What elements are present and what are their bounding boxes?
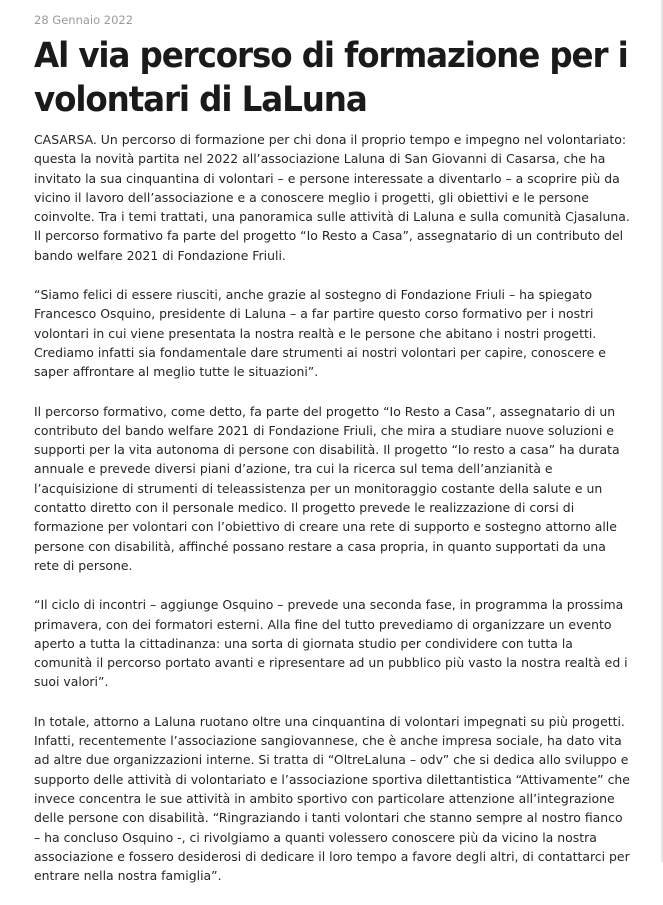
article-paragraph: CASARSA. Un percorso di formazione per chi dona il proprio tempo e impegno nel volontariato: questa la novità partita nel 2022 all’associazione Laluna di San Giovanni di Casarsa, che ha invitato la sua cinquantina di volontari – e persone interessate a diventarlo – a scoprire più da vicino il lavoro dell’associazione e a conoscere meglio i progetti, gli obiettivi e le persone coinvolte. Tra i temi trattati, una panoramica sulle attività di Laluna e sulla comunità Cjasaluna. Il percorso formativo fa parte del progetto “Io Resto a Casa”, assegnatario di un contributo del bando welfare 2021 di Fondazione Friuli. — [34, 132, 630, 263]
article-title: Al via percorso di formazione per i volontari di LaLuna — [34, 36, 628, 120]
article-paragraph: Il percorso formativo, come detto, fa parte del progetto “Io Resto a Casa”, assegnatario di un contributo del bando welfare 2021 di Fondazione Friuli, che mira a studiare nuove soluzioni e supporti per la vita autonoma di persone con disabilità. Il progetto “Io resto a casa” ha durata annuale e prevede diversi piani d’azione, tra cui la ricerca sul tema dell’anzianità e l’acquisizione di strumenti di teleassistenza per un monitoraggio costante della salute e un contatto diretto con il personale medico. Il progetto prevede le realizzazione di corsi di formazione per volontari con l’obiettivo di creare una rete di supporto e sostegno attorno alle persone con disabilità, affinché possano restare a casa propria, in quanto supportati da una rete di persone. — [34, 403, 620, 573]
article-paragraph: “Il ciclo di incontri – aggiunge Osquino – prevede una seconda fase, in programma la prossima primavera, con dei formatori esterni. Alla fine del tutto prevediamo di organizzare un evento aperto a tutta la cittadinanza: una sorta di giornata studio per condividere con tutta la comunità il percorso portato avanti e ripresentare ad un pubblico più vasto la nostra realtà ed i suoi valori”. — [34, 597, 628, 690]
article-date: 28 Gennaio 2022 — [34, 13, 134, 27]
article-paragraph: “Siamo felici di essere riusciti, anche grazie al sostegno di Fondazione Friuli – ha spiegato Francesco Osquino, presidente di Laluna – a far partire questo corso formativo per i nostri volontari in cui viene presentata la nostra realtà e le persone che abitano i nostri progetti. Crediamo infatti sia fondamentale dare strumenti ai nostri volontari per capire, conoscere e saper affrontare al meglio tutte le situazioni”. — [34, 287, 606, 380]
article — [34, 12, 632, 905]
article-paragraph: In totale, attorno a Laluna ruotano oltre una cinquantina di volontari impegnati su più progetti. Infatti, recentemente l’associazione sangiovannese, che è anche impresa sociale, ha dato vita ad altre due organizzazioni interne. Si tratta di “OltreLaluna – odv” che si dedica allo sviluppo e supporto delle attività di volontariato e l’associazione sportiva dilettantistica “Attivamente” che invece concentra le sue attività in ambito sportivo con particolare attenzione all’integrazione delle persone con disabilità. “Ringraziando i tanti volontari che stanno sempre al nostro fianco – ha concluso Osquino -, ci rivolgiamo a quanti volessero conoscere più da vicino la nostra associazione e fossero desiderosi di dedicare il loro tempo a favore degli altri, di contattarci per entrare nella nostra famiglia”. — [34, 713, 630, 884]
article-body — [34, 130, 632, 885]
